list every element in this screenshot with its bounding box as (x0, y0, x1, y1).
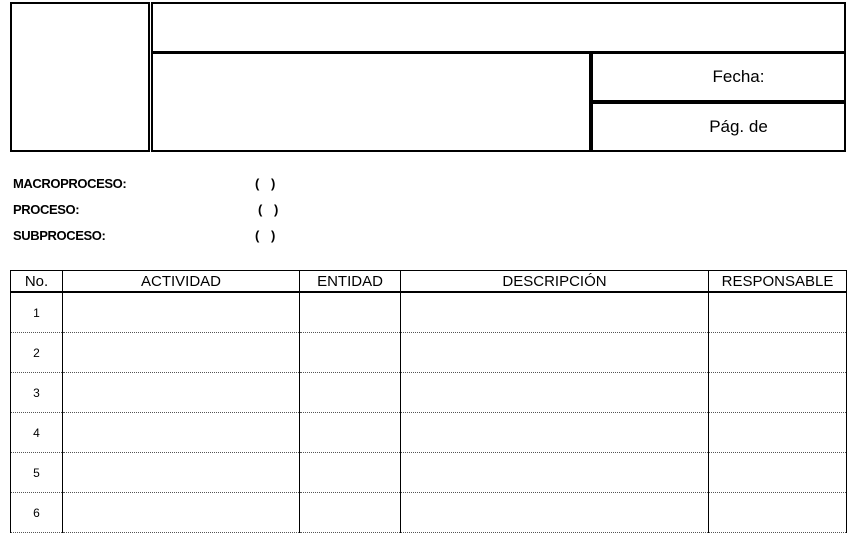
table-row (11, 333, 847, 373)
subproceso-label: SUBPROCESO: (13, 228, 106, 243)
process-labels (13, 176, 333, 254)
table-header-row (11, 271, 847, 293)
macroproceso-label: MACROPROCESO: (13, 176, 127, 191)
actividad-cell[interactable] (63, 453, 300, 493)
activity-table (10, 270, 846, 533)
row-number: 4 (11, 413, 63, 453)
responsable-cell[interactable] (709, 333, 847, 373)
row-number: 2 (11, 333, 63, 373)
logo-cell (10, 2, 150, 152)
title-cell (151, 2, 846, 53)
fecha-label: Fecha: (712, 67, 765, 86)
document-header (10, 2, 846, 152)
entidad-cell[interactable] (300, 453, 401, 493)
entidad-cell[interactable] (300, 493, 401, 533)
actividad-cell[interactable] (63, 373, 300, 413)
row-number: 5 (11, 453, 63, 493)
responsable-cell[interactable] (709, 413, 847, 453)
descripcion-cell[interactable] (401, 453, 709, 493)
descripcion-cell[interactable] (401, 333, 709, 373)
descripcion-cell[interactable] (401, 493, 709, 533)
entidad-cell[interactable] (300, 373, 401, 413)
macroproceso-value: ( ) (255, 176, 275, 191)
table-row (11, 292, 847, 333)
responsable-cell[interactable] (709, 493, 847, 533)
date-cell (591, 52, 846, 102)
column-header-responsable: RESPONSABLE (709, 271, 847, 293)
responsable-cell[interactable] (709, 453, 847, 493)
row-number: 6 (11, 493, 63, 533)
subproceso-row (13, 228, 333, 254)
proceso-value: ( ) (258, 202, 278, 217)
table-row (11, 413, 847, 453)
table-row (11, 373, 847, 413)
pagina-label: Pág. de (709, 117, 768, 136)
entidad-cell[interactable] (300, 333, 401, 373)
descripcion-cell[interactable] (401, 373, 709, 413)
table-row (11, 453, 847, 493)
responsable-cell[interactable] (709, 373, 847, 413)
actividad-cell[interactable] (63, 292, 300, 333)
row-number: 3 (11, 373, 63, 413)
entidad-cell[interactable] (300, 413, 401, 453)
proceso-label: PROCESO: (13, 202, 80, 217)
actividad-cell[interactable] (63, 333, 300, 373)
macroproceso-row (13, 176, 333, 202)
responsable-cell[interactable] (709, 292, 847, 333)
subproceso-value: ( ) (255, 228, 275, 243)
descripcion-cell[interactable] (401, 413, 709, 453)
column-header-actividad: ACTIVIDAD (63, 271, 300, 293)
entidad-cell[interactable] (300, 292, 401, 333)
actividad-cell[interactable] (63, 413, 300, 453)
subtitle-cell (151, 52, 591, 152)
actividad-cell[interactable] (63, 493, 300, 533)
row-number: 1 (11, 292, 63, 333)
table-row (11, 493, 847, 533)
column-header-no: No. (11, 271, 63, 293)
proceso-row (13, 202, 333, 228)
descripcion-cell[interactable] (401, 292, 709, 333)
page-cell (591, 102, 846, 152)
column-header-entidad: ENTIDAD (300, 271, 401, 293)
column-header-descripcion: DESCRIPCIÓN (401, 271, 709, 293)
